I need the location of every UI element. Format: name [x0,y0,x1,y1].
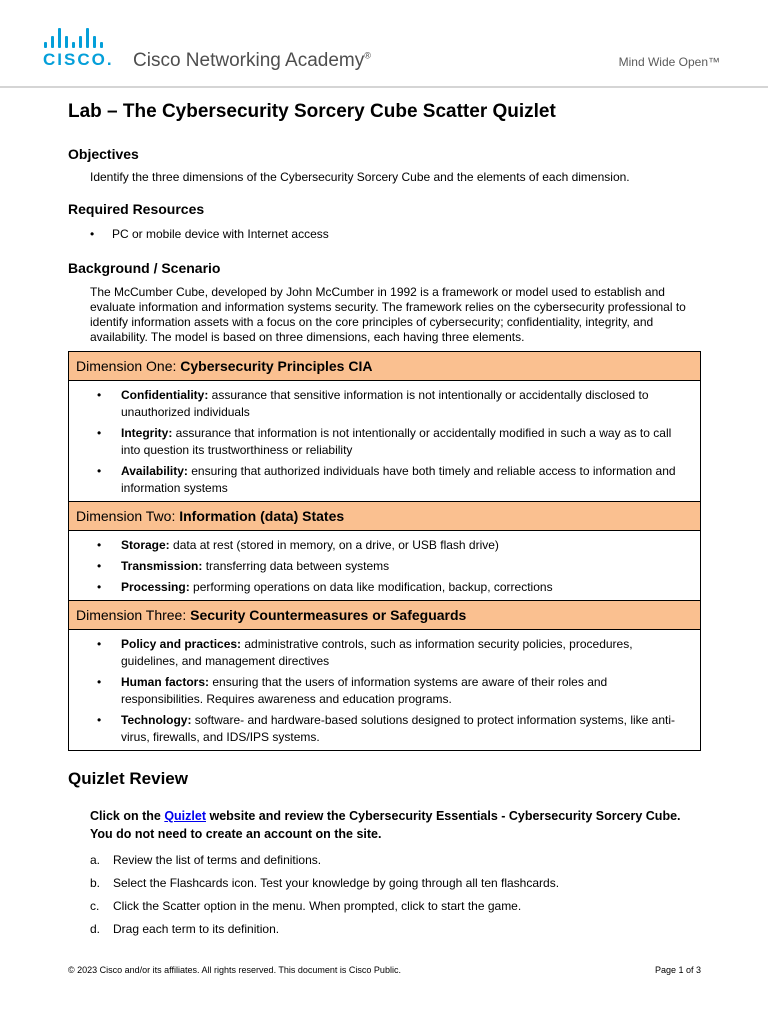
cisco-logo [43,28,114,69]
tagline: Mind Wide Open™ [618,55,720,69]
page-header [0,0,768,88]
copyright: © 2023 Cisco and/or its affiliates. All rights reserved. This document is Cisco Public. [68,965,401,975]
background-text: The McCumber Cube, developed by John McCumber in 1992 is a framework or model used to establish and evaluate information and information systems security. The framework relies on the cybersecurity professional to identify information assets with a focus on the core principles of cybersecurity; confidentiality, integrity, and availability. The model is based on three dimensions, each having three elements. [90,285,686,344]
list-item: • Storage: data at rest (stored in memory, on a drive, or USB flash drive) [97,538,499,552]
list-item: • Human factors: ensuring that the users of information systems are aware of their roles and responsibilities. Requires awareness and education programs. [97,675,608,706]
quizlet-instructions: Click on the Quizlet website and review the Cybersecurity Essentials - Cybersecurity Sorcery Cube. You do not need to create an account on the site. [90,809,681,841]
page-number: Page 1 of 3 [654,965,701,975]
resources-heading: Required Resources [68,201,205,217]
cisco-bars-icon [44,28,103,48]
list-item: • Confidentiality: assurance that sensitive information is not intentionally or accidentally disclosed to unauthorized individuals [97,388,649,419]
list-item: • Policy and practices: administrative controls, such as information security policies, procedures, guidelines, and management directives [97,637,633,668]
quizlet-heading: Quizlet Review [68,769,188,788]
cisco-wordmark: CISCO. [43,50,114,69]
dimension-three-header: Dimension Three: Security Countermeasures or Safeguards [69,601,701,630]
list-item: • Availability: ensuring that authorized individuals have both timely and reliable access to information and information systems [97,464,676,495]
list-item: • Transmission: transferring data between systems [97,559,390,573]
dimension-one-header: Dimension One: Cybersecurity Principles CIA [69,352,701,381]
dimension-one-items [69,381,701,502]
mccumber-cube-table [68,351,701,751]
quizlet-link[interactable]: Quizlet [164,809,206,823]
header-divider [0,86,768,88]
list-item: • Integrity: assurance that information is not intentionally or accidentally modified in such a way as to call into question its trustworthiness or reliability [97,426,672,457]
list-item: • Processing: performing operations on data like modification, backup, corrections [97,580,553,594]
list-item: • Technology: software- and hardware-based solutions designed to protect information systems, like anti-virus, firewalls, and IDS/IPS systems. [97,713,676,744]
lab-title: Lab – The Cybersecurity Sorcery Cube Scatter Quizlet [68,101,556,122]
objectives-heading: Objectives [68,146,139,162]
dimension-two-items [69,531,701,601]
objectives-text: Identify the three dimensions of the Cybersecurity Sorcery Cube and the elements of each dimension. [90,170,630,184]
academy-name: Cisco Networking Academy® [133,50,371,71]
dimension-three-items [69,630,701,751]
dimension-two-header: Dimension Two: Information (data) States [69,502,701,531]
background-heading: Background / Scenario [68,260,221,276]
